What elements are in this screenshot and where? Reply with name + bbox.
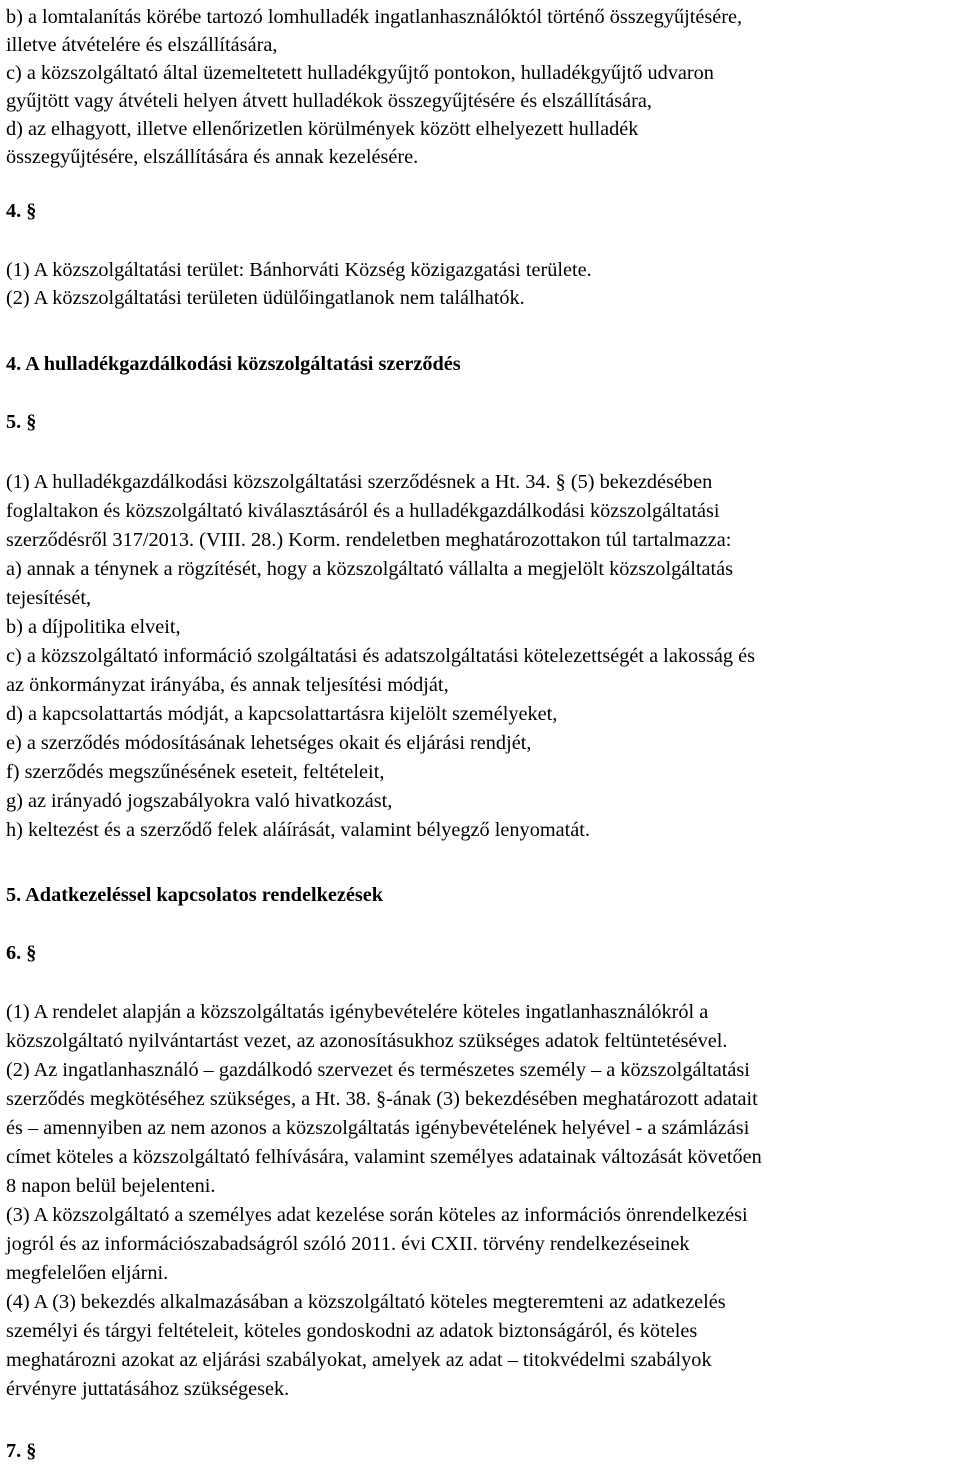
list-item-b: b) a lomtalanítás körébe tartozó lomhulladék ingatlanhasználóktól történő összegyűjtésére,	[6, 6, 743, 28]
list-item-c: c) a közszolgáltató által üzemeltetett hulladékgyűjtő pontokon, hulladékgyűjtő udvaron	[6, 62, 714, 84]
section-7-heading: 7. §	[6, 1440, 37, 1462]
chapter-5-title: 5. Adatkezeléssel kapcsolatos rendelkezések	[6, 884, 384, 906]
list-item-b-cont: illetve átvételére és elszállítására,	[6, 34, 278, 56]
section-5-line: szerződésről 317/2013. (VIII. 28.) Korm. rendeletben meghatározottakon túl tartalmazza:	[6, 529, 732, 551]
section-6-line: szerződés megkötéséhez szükséges, a Ht. 38. §-ának (3) bekezdésében meghatározott adatait	[6, 1088, 758, 1110]
section-6-heading: 6. §	[6, 942, 37, 964]
list-item-d-cont: összegyűjtésére, elszállítására és annak kezelésére.	[6, 146, 419, 168]
section-6-line: (2) Az ingatlanhasználó – gazdálkodó szervezet és természetes személy – a közszolgáltatási	[6, 1059, 750, 1081]
section-4-heading: 4. §	[6, 200, 37, 222]
section-5-line: tejesítését,	[6, 587, 92, 609]
section-4-paragraph-2: (2) A közszolgáltatási területen üdülőingatlanok nem találhatók.	[6, 287, 525, 309]
section-5-line: (1) A hulladékgazdálkodási közszolgáltatási szerződésnek a Ht. 34. § (5) bekezdésében	[6, 471, 713, 493]
section-5-line: a) annak a ténynek a rögzítését, hogy a közszolgáltató vállalta a megjelölt közszolgáltatás	[6, 558, 734, 580]
section-5-line: c) a közszolgáltató információ szolgáltatási és adatszolgáltatási kötelezettségét a lakosság és	[6, 645, 755, 667]
section-6-line: címet köteles a közszolgáltató felhívására, valamint személyes adatainak változását követően	[6, 1146, 762, 1168]
section-5-line: d) a kapcsolattartás módját, a kapcsolattartásra kijelölt személyeket,	[6, 703, 558, 725]
section-6-line: személyi és tárgyi feltételeit, köteles gondoskodni az adatok biztonságáról, és köteles	[6, 1320, 698, 1342]
section-6-line: 8 napon belül bejelenteni.	[6, 1175, 216, 1197]
section-5-line: e) a szerződés módosításának lehetséges okait és eljárási rendjét,	[6, 732, 532, 754]
section-6-line: és – amennyiben az nem azonos a közszolgáltatás igénybevételének helyével - a számlázási	[6, 1117, 750, 1139]
section-5-line: az önkormányzat irányába, és annak teljesítési módját,	[6, 674, 449, 696]
section-6-line: jogról és az információszabadságról szóló 2011. évi CXII. törvény rendelkezéseinek	[6, 1233, 690, 1255]
section-6-line: meghatározni azokat az eljárási szabályokat, amelyek az adat – titokvédelmi szabályok	[6, 1349, 712, 1371]
section-5-heading: 5. §	[6, 411, 37, 433]
section-6-line: közszolgáltató nyilvántartást vezet, az azonosításukhoz szükséges adatok feltüntetésével.	[6, 1030, 728, 1052]
section-4-paragraph-1: (1) A közszolgáltatási terület: Bánhorváti Község közigazgatási területe.	[6, 259, 592, 281]
section-5-line: b) a díjpolitika elveit,	[6, 616, 181, 638]
section-6-line: érvényre juttatásához szükségesek.	[6, 1378, 290, 1400]
section-5-line: g) az irányadó jogszabályokra való hivatkozást,	[6, 790, 393, 812]
section-6-line: megfelelően eljárni.	[6, 1262, 169, 1284]
list-item-d: d) az elhagyott, illetve ellenőrizetlen körülmények között elhelyezett hulladék	[6, 118, 639, 140]
section-6-line: (1) A rendelet alapján a közszolgáltatás igénybevételére köteles ingatlanhasználókról a	[6, 1001, 709, 1023]
list-item-c-cont: gyűjtött vagy átvételi helyen átvett hulladékok összegyűjtésére és elszállítására,	[6, 90, 652, 112]
section-5-line: h) keltezést és a szerződő felek aláírását, valamint bélyegző lenyomatát.	[6, 819, 590, 841]
section-6-line: (3) A közszolgáltató a személyes adat kezelése során köteles az információs önrendelkezési	[6, 1204, 748, 1226]
section-5-line: foglaltakon és közszolgáltató kiválasztásáról és a hulladékgazdálkodási közszolgáltatási	[6, 500, 720, 522]
chapter-4-title: 4. A hulladékgazdálkodási közszolgáltatási szerződés	[6, 353, 461, 375]
section-5-line: f) szerződés megszűnésének eseteit, feltételeit,	[6, 761, 385, 783]
section-6-line: (4) A (3) bekezdés alkalmazásában a közszolgáltató köteles megteremteni az adatkezelés	[6, 1291, 726, 1313]
